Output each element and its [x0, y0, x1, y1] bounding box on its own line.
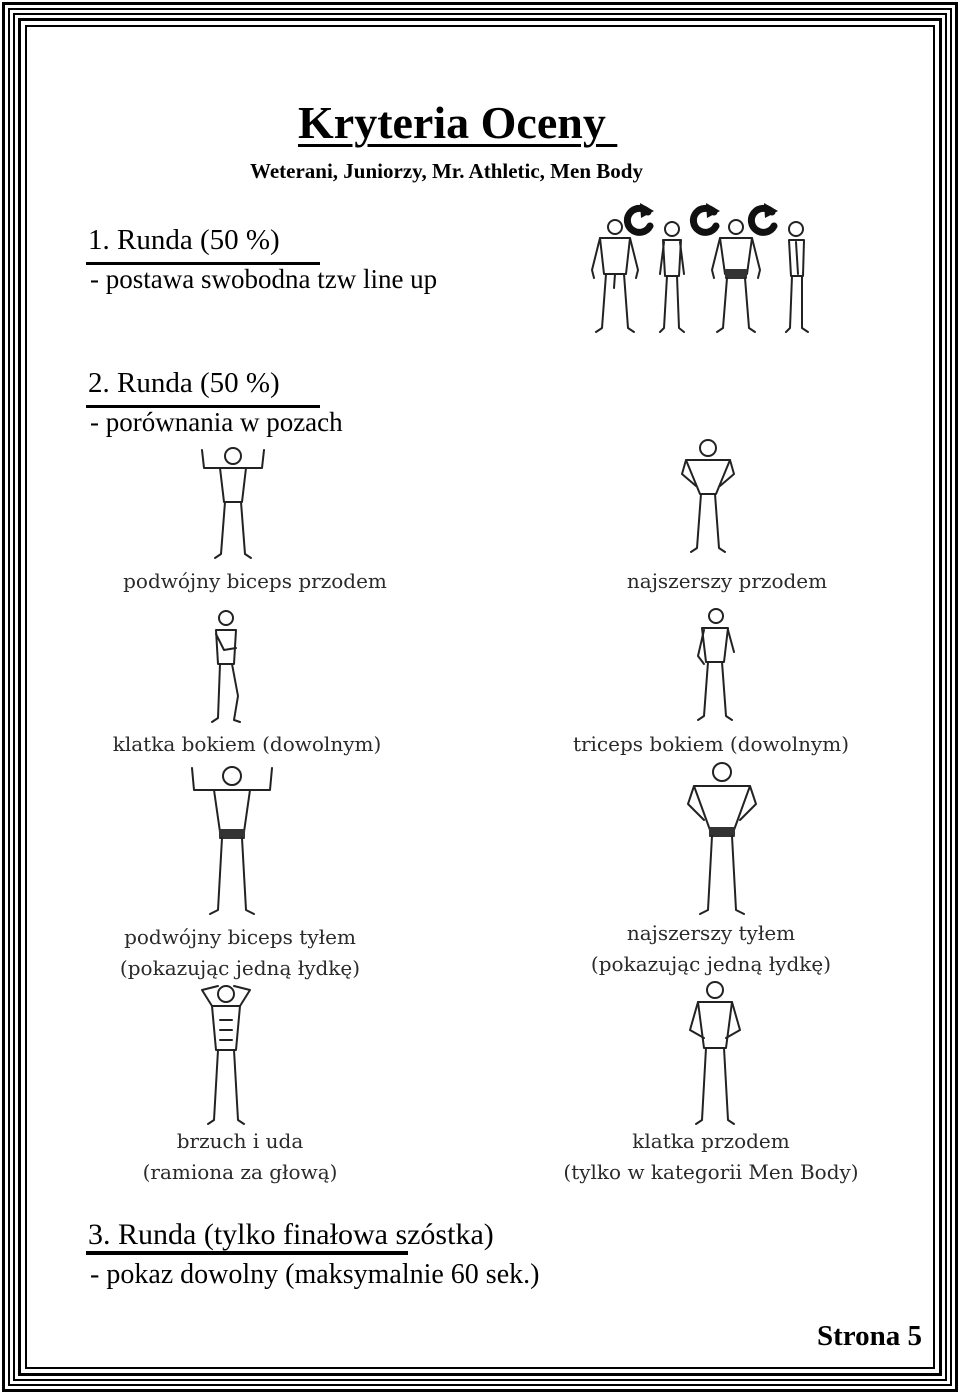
back-lat-spread-pose-icon [676, 758, 768, 918]
front-figure-icon [586, 218, 644, 334]
round3-underline [86, 1251, 408, 1255]
front-lat-spread-pose-icon [672, 436, 744, 556]
pose-caption: klatka bokiem (dowolnym) [112, 732, 382, 756]
front-chest-pose-icon [682, 978, 748, 1130]
pose-caption: najszerszy tyłem (pokazując jedną łydkę) [590, 921, 832, 976]
round2-title: 2. Runda (50 %) [88, 367, 280, 399]
pose-caption: podwójny biceps tyłem (pokazując jedną łydkę) [119, 925, 361, 980]
back-figure-icon [706, 218, 766, 334]
round1-description: - postawa swobodna tzw line up [90, 264, 438, 294]
pose-caption: podwójny biceps przodem [123, 569, 387, 593]
back-double-biceps-pose-icon [184, 760, 280, 918]
pose-caption: klatka przodem (tylko w kategorii Men Body) [563, 1129, 859, 1184]
pose-caption: brzuch i uda (ramiona za głową) [142, 1129, 338, 1184]
page-subtitle: Weterani, Juniorzy, Mr. Athletic, Men Body [250, 159, 643, 183]
page-title: Kryteria Oceny [298, 97, 618, 148]
quarter-turn-figure-icon [652, 220, 692, 334]
side-chest-pose-icon [204, 608, 248, 726]
round3-title: 3. Runda (tylko finałowa szóstka) [88, 1218, 494, 1251]
side-figure-icon [778, 220, 814, 334]
front-double-biceps-pose-icon [196, 444, 270, 562]
page-number: Strona 5 [816, 1320, 922, 1352]
side-triceps-pose-icon [690, 606, 742, 724]
round2-description: - porównania w pozach [90, 407, 343, 437]
abs-and-thighs-pose-icon [196, 980, 256, 1130]
pose-caption: najszerszy przodem [626, 569, 828, 593]
round3-description: - pokaz dowolny (maksymalnie 60 sek.) [90, 1259, 540, 1290]
pose-caption: triceps bokiem (dowolnym) [572, 732, 850, 756]
round1-title: 1. Runda (50 %) [88, 224, 280, 256]
